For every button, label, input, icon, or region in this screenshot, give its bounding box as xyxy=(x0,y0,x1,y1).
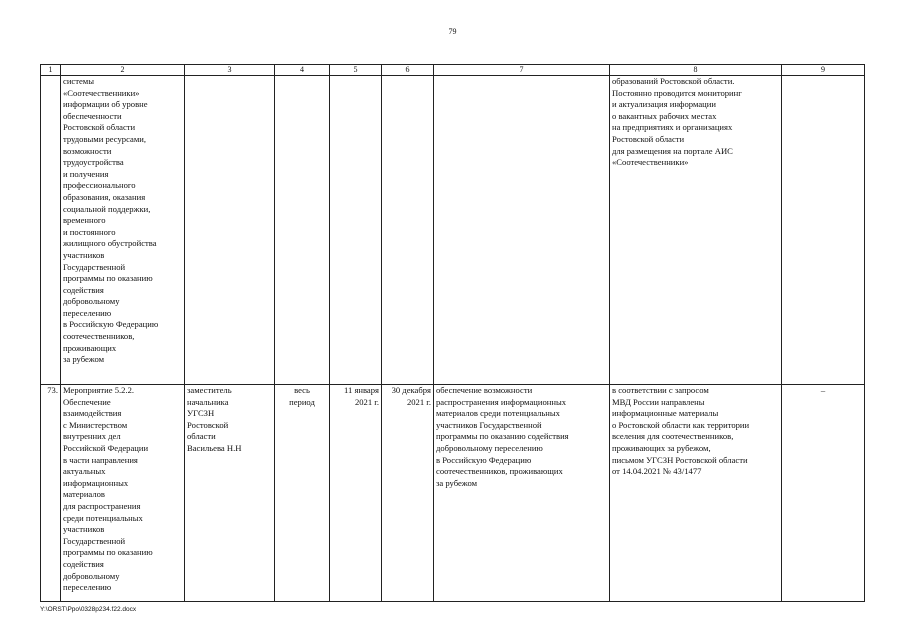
period-cell xyxy=(275,76,330,385)
column-number: 9 xyxy=(782,65,865,76)
measure-name-cell: Мероприятие 5.2.2. Обеспечение взаимодействия с Министерством внутренних дел Российской Федерации в части направления актуальных информационных материалов для распространения среди потенциальных участников Государственной программы по оказанию содействия добровольному переселению xyxy=(61,385,185,602)
expected-result-cell xyxy=(434,76,610,385)
end-date-cell: 30 декабря 2021 г. xyxy=(382,385,434,602)
column-number: 7 xyxy=(434,65,610,76)
measures-table xyxy=(40,64,865,602)
column-number: 3 xyxy=(185,65,275,76)
notes-cell: – xyxy=(782,385,865,602)
period-cell: весь период xyxy=(275,385,330,602)
start-date-cell: 11 января 2021 г. xyxy=(330,385,382,602)
column-number: 8 xyxy=(610,65,782,76)
notes-cell xyxy=(782,76,865,385)
responsible-cell: заместитель начальника УГСЗН Ростовской области Васильева Н.Н xyxy=(185,385,275,602)
row-number-cell: 73. xyxy=(41,385,61,602)
actual-result-cell: в соответствии с запросом МВД России направлены информационные материалы о Ростовской области как территории вселения для соотечественников, проживающих за рубежом, письмом УГСЗН Ростовской области от 14.04.2021 № 43/1477 xyxy=(610,385,782,602)
responsible-cell xyxy=(185,76,275,385)
file-path-footer: Y:\ORST\Ppo\0328p234.f22.docx xyxy=(40,606,137,613)
start-date-cell xyxy=(330,76,382,385)
table-row xyxy=(41,76,865,385)
column-number-row xyxy=(41,65,865,76)
column-number: 5 xyxy=(330,65,382,76)
column-number: 4 xyxy=(275,65,330,76)
row-number-cell xyxy=(41,76,61,385)
column-number: 2 xyxy=(61,65,185,76)
end-date-cell xyxy=(382,76,434,385)
expected-result-cell: обеспечение возможности распространения информационных материалов среди потенциальных участников Государственной программы по оказанию содействия добровольному переселению в Российскую Федерацию соотечественников, проживающих за рубежом xyxy=(434,385,610,602)
column-number: 6 xyxy=(382,65,434,76)
actual-result-cell: образований Ростовской области. Постоянно проводится мониторинг и актуализация информации о вакантных рабочих местах на предприятиях и организациях Ростовской области для размещения на портале АИС «Соотечественники» xyxy=(610,76,782,385)
column-number: 1 xyxy=(41,65,61,76)
page-number: 79 xyxy=(448,27,457,36)
table-row xyxy=(41,385,865,602)
measure-name-cell: системы «Соотечественники» информации об уровне обеспеченности Ростовской области трудовыми ресурсами, возможности трудоустройства и получения профессионального образования, оказания социальной поддержки, временного и постоянного жилищного обустройства участников Государственной программы по оказанию содействия добровольному переселению в Российскую Федерацию соотечественников, проживающих за рубежом xyxy=(61,76,185,385)
